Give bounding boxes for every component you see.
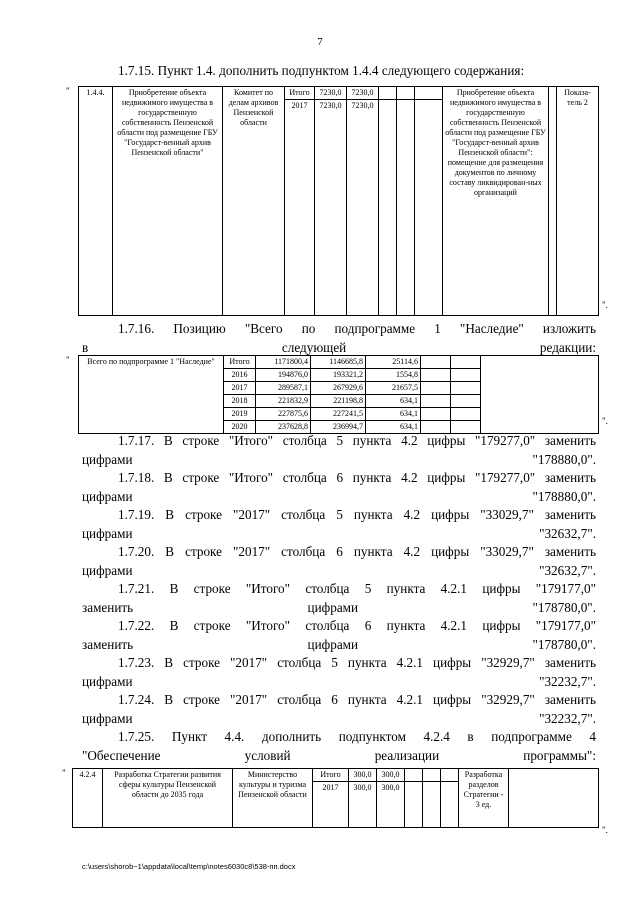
close-quote: ". [602,416,608,426]
t2-period: 2018 [224,395,256,408]
t2-federal: 1554,8 [366,369,421,382]
t2-total: 237628,8 [256,421,311,434]
paragraph-1-7-23: 1.7.23. В строке "2017" столбца 5 пункта 4.2.1 цифры "32929,7" заменить цифрами "32232,7". [82,655,596,689]
table-item-1-4-4 [78,86,599,316]
t2-federal: 21657,5 [366,382,421,395]
t2-period: 2019 [224,408,256,421]
t2-regional: 221198,8 [311,395,366,408]
t3-total: 300,0 [349,769,377,782]
open-quote: " [66,355,70,365]
t3-result: Разработка разделов Стратегии - 3 ед. [459,769,509,828]
t2-label: Всего по подпрограмме 1 "Наследие" [79,356,224,434]
t2-total: 227875,6 [256,408,311,421]
t3-executor: Министерство культуры и туризма Пензенской области [233,769,313,828]
paragraph-1-7-15: 1.7.15. Пункт 1.4. дополнить подпунктом 1.4.4 следующего содержания: [118,63,525,78]
paragraph-1-7-24: 1.7.24. В строке "2017" столбца 6 пункта 4.2.1 цифры "32929,7" заменить цифрами "32232,7". [82,692,596,726]
t1-regional: 7230,0 [347,100,379,316]
t2-federal: 634,1 [366,395,421,408]
t2-federal: 634,1 [366,421,421,434]
t3-period: Итого [313,769,349,782]
t3-regional: 300,0 [377,782,405,828]
paragraph-1-7-20: 1.7.20. В строке "2017" столбца 6 пункта 4.2 цифры "33029,7" заменить цифрами "32632,7". [82,544,596,578]
t3-code: 4.2.4 [73,769,103,828]
table-item-4-2-4 [72,768,599,828]
t3-period: 2017 [313,782,349,828]
t1-period: 2017 [285,100,315,316]
page-number: 7 [317,36,323,48]
paragraph-1-7-21: 1.7.21. В строке "Итого" столбца 5 пункта 4.2.1 цифры "179177,0" заменить цифрами "178780,0". [82,581,596,615]
t2-federal: 25114,6 [366,356,421,369]
paragraph-1-7-16: 1.7.16. Позицию "Всего по подпрограмме 1 "Наследие" изложить в следующей редакции: [82,321,596,355]
t1-result: Приобретение объекта недвижимого имущества в государственную собственность Пензенской области под размещение ГБУ "Государст-венный архив Пензенской области": помещение для размещения документов по личному составу ликвидирован-ных организаций [443,87,549,316]
t2-federal: 634,1 [366,408,421,421]
t2-total: 194876,0 [256,369,311,382]
t2-total: 221832,9 [256,395,311,408]
t2-period: 2016 [224,369,256,382]
paragraph-1-7-18: 1.7.18. В строке "Итого" столбца 6 пункта 4.2 цифры "179277,0" заменить цифрами "178880,0". [82,470,596,504]
t2-total: 1171800,4 [256,356,311,369]
t2-regional: 193321,2 [311,369,366,382]
t1-executor: Комитет по делам архивов Пензенской области [223,87,285,316]
open-quote: " [62,768,66,778]
t1-name: Приобретение объекта недвижимого имущества в государственную собственность Пензенской области под размещение ГБУ "Государст-венный архив Пензенской области" [113,87,223,316]
t3-total: 300,0 [349,782,377,828]
t2-period: 2017 [224,382,256,395]
paragraph-1-7-19: 1.7.19. В строке "2017" столбца 5 пункта 4.2 цифры "33029,7" заменить цифрами "32632,7". [82,507,596,541]
t2-regional: 236994,7 [311,421,366,434]
t1-total: 7230,0 [315,87,347,100]
paragraph-1-7-25: 1.7.25. Пункт 4.4. дополнить подпунктом 4.2.4 в подпрограмме 4 "Обеспечение условий реализации программы": [82,729,596,763]
t2-regional: 227241,5 [311,408,366,421]
close-quote: ". [602,825,608,835]
t2-period: Итого [224,356,256,369]
t1-code: 1.4.4. [79,87,113,316]
t2-total: 289587,1 [256,382,311,395]
table-subprogram-1-total [78,355,599,434]
t2-regional: 1146685,8 [311,356,366,369]
paragraph-1-7-17: 1.7.17. В строке "Итого" столбца 5 пункта 4.2 цифры "179277,0" заменить цифрами "178880,0". [82,433,596,467]
t1-regional: 7230,0 [347,87,379,100]
t1-period: Итого [285,87,315,100]
t3-regional: 300,0 [377,769,405,782]
footer-file-path: c:\users\shorob~1\appdata\local\temp\notes6030c8\538-пп.docx [82,862,296,871]
t1-total: 7230,0 [315,100,347,316]
close-quote: ". [602,300,608,310]
t2-period: 2020 [224,421,256,434]
t3-name: Разработка Стратегии развития сферы культуры Пензенской области до 2035 года [103,769,233,828]
paragraph-1-7-22: 1.7.22. В строке "Итого" столбца 6 пункта 4.2.1 цифры "179177,0" заменить цифрами "178780,0". [82,618,596,652]
t2-regional: 267929,6 [311,382,366,395]
open-quote: " [66,86,70,96]
t1-indicator: Показа-тель 2 [557,87,599,316]
